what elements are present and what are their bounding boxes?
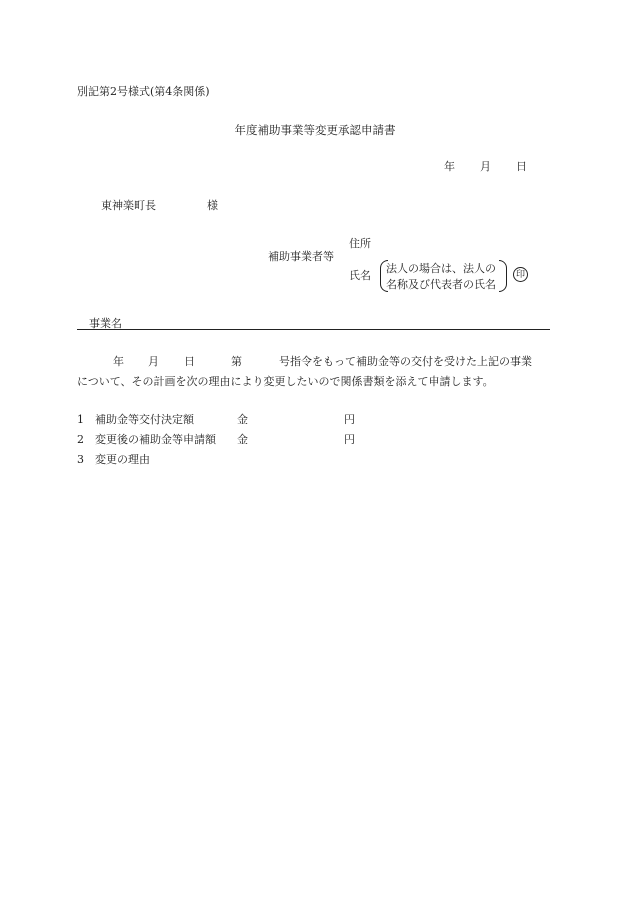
item-number: 3 xyxy=(77,453,84,466)
date-day-label: 日 xyxy=(516,160,527,173)
project-name-underline xyxy=(77,329,550,330)
item-currency: 金 xyxy=(237,413,248,426)
item-label: 変更後の補助金等申請額 xyxy=(95,433,216,446)
item-label: 変更の理由 xyxy=(95,453,150,466)
project-name-label: 事業名 xyxy=(89,317,122,330)
name-label: 氏名 xyxy=(349,269,371,282)
body-line2-text: について、その計画を次の理由により変更したいので関係書類を添えて申請します。 xyxy=(77,375,494,388)
item-currency: 金 xyxy=(237,433,248,446)
right-paren-mark xyxy=(499,260,507,292)
addressee-name: 東神楽町長 xyxy=(101,199,156,212)
item-unit: 円 xyxy=(344,413,355,426)
item-label: 補助金等交付決定額 xyxy=(95,413,194,426)
corporate-note-line2: 名称及び代表者の氏名 xyxy=(386,278,496,291)
item-number: 1 xyxy=(77,413,84,426)
item-unit: 円 xyxy=(344,433,355,446)
address-label: 住所 xyxy=(349,237,371,250)
item-number: 2 xyxy=(77,433,84,446)
date-month-label: 月 xyxy=(480,160,491,173)
corporate-note-line1: 法人の場合は、法人の xyxy=(386,262,496,275)
seal-mark-icon: 印 xyxy=(513,267,528,282)
form-number: 別記第2号様式(第4条関係) xyxy=(77,85,210,98)
body-year-label: 年 xyxy=(113,355,124,368)
body-line1-text: 号指令をもって補助金等の交付を受けた上記の事業 xyxy=(279,355,532,368)
body-number-prefix: 第 xyxy=(231,355,242,368)
addressee-honorific: 様 xyxy=(207,199,218,212)
date-year-label: 年 xyxy=(444,160,455,173)
body-month-label: 月 xyxy=(148,355,159,368)
document-title: 年度補助事業等変更承認申請書 xyxy=(234,123,396,137)
applicant-role-label: 補助事業者等 xyxy=(268,250,334,263)
body-day-label: 日 xyxy=(184,355,195,368)
